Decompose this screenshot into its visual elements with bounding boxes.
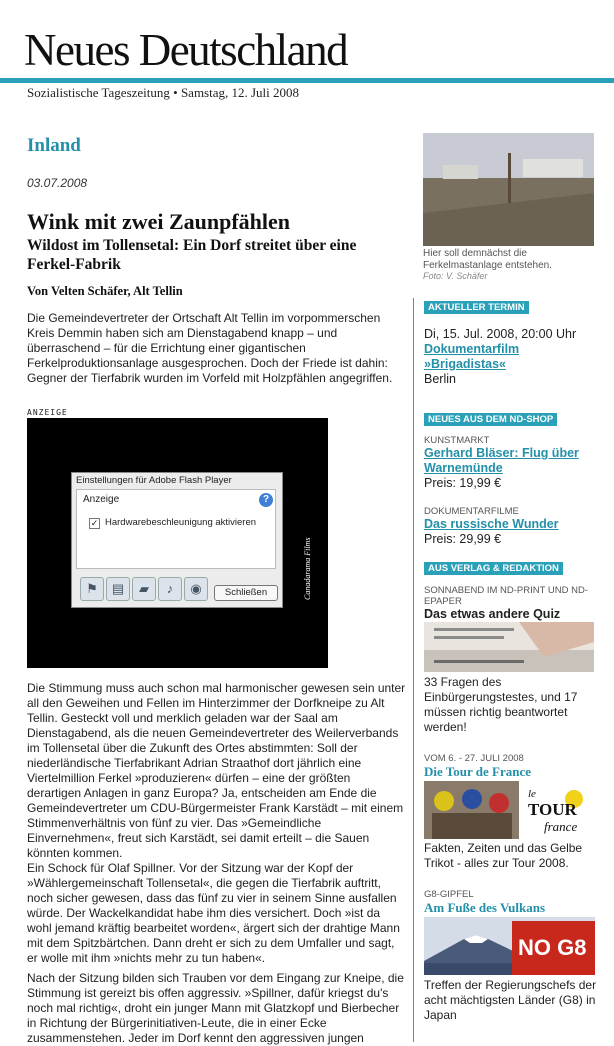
section-title[interactable]: Inland [27, 135, 81, 156]
masthead-dateline: Sozialistische Tageszeitung • Samstag, 12. Juli 2008 [27, 85, 300, 100]
termin-datetime: Di, 15. Jul. 2008, 20:00 Uhr [424, 327, 577, 341]
article-paragraph: Ein Schock für Olaf Spillner. Vor der Sitzung war der Kopf der »Wählergemeinschaft Tollensetal«, die gegen die Tierfabrik auftritt, noch sicher gewesen, dass das fünf zu vier in seinem Sinne ausfallen würde. Der Wackelkandidat habe ihm dies versichert. Doch »ist da wohl jemand kräftig bearbeitet worden«, ärgert sich der drahtige Mann mit dem Spitzbärtchen. Dann dreht er sich zu dem Umfaller und sagt, er wolle mit ihm »nichts mehr zu tun haben«. [27, 861, 400, 965]
flash-panel [76, 489, 276, 569]
article-photo[interactable] [423, 133, 594, 246]
article-paragraph: Nach der Sitzung bilden sich Trauben vor dem Eingang zur Kneipe, die Stimmung ist gereizt bis offen aggressiv. »Spillner, dafür kriegst du's noch mal richtig«, droht ein junger Mann mit Glatzkopf und Bierbecher in Richtung der Bürgerinitiativen-Leute, die in einer Ecke zusammenstehen. Jeder im Dorf kennt den aggressiven jungen [27, 971, 404, 1045]
folder-tab-icon[interactable]: ▰ [132, 577, 156, 601]
verlag-kicker: SONNABEND IM ND-PRINT UND ND-EPAPER [424, 585, 588, 607]
shop-header: NEUES AUS DEM ND-SHOP [424, 413, 557, 426]
help-icon[interactable]: ? [259, 493, 273, 507]
ad-signature: Canadarama Films [303, 537, 312, 600]
verlag-text: 33 Fragen des Einbürgerungstestes, und 17 müssen richtig beantwortet werden! [424, 675, 578, 734]
flash-settings-dialog [71, 472, 283, 608]
shop-item-link[interactable]: Das russische Wunder [424, 517, 559, 531]
tour-title[interactable]: Die Tour de France [424, 764, 532, 779]
photo-credit: Foto: V. Schäfer [423, 271, 488, 281]
tour-kicker: VOM 6. - 27. JULI 2008 [424, 753, 524, 764]
svg-text:france: france [544, 819, 578, 834]
shop-item-price: Preis: 29,99 € [424, 532, 502, 546]
microphone-tab-icon[interactable]: ♪ [158, 577, 182, 601]
tour-text: Fakten, Zeiten und das Gelbe Trikot - alles zur Tour 2008. [424, 841, 583, 870]
masthead-title[interactable]: Neues Deutschland [24, 25, 348, 75]
article-paragraph-lead: Die Gemeindevertreter der Ortschaft Alt Tellin im vorpommerschen Kreis Demmin haben sich am Dienstagabend knapp – und überraschend – für die Errichtung einer gigantischen Ferkelproduktionsanlage ausgesprochen. Doch der Friede ist dahin: Gegner der Tierfabrik wurden im Vorfeld mit Holzpfählen angegriffen. [27, 311, 393, 385]
tour-image[interactable] [424, 781, 595, 839]
column-divider [413, 298, 414, 1042]
verlag-title[interactable]: Das etwas andere Quiz [424, 607, 561, 621]
article-subheadline: Wildost im Tollensetal: Ein Dorf streitet über eine Ferkel-Fabrik [27, 237, 357, 273]
g8-kicker: G8-GIPFEL [424, 889, 474, 900]
svg-text:TOUR: TOUR [528, 800, 577, 819]
close-button[interactable]: Schließen [214, 585, 278, 601]
flash-dialog-title: Einstellungen für Adobe Flash Player [76, 475, 232, 486]
g8-text: Treffen der Regierungschefs der acht mächtigsten Länder (G8) in Japan [424, 978, 597, 1022]
storage-tab-icon[interactable]: ▤ [106, 577, 130, 601]
g8-title[interactable]: Am Fuße des Vulkans [424, 900, 546, 915]
article-paragraph: Die Stimmung muss auch schon mal harmonischer gewesen sein unter all den Geweihen und Fellen im Hinterzimmer der Dorfkneipe zu Alt Tellin. Gesteckt voll und merklich geladen war der Saal am Dienstagabend, als die neuen Gemeindevertreter des Weilerverbands im Tollensetal über die Zukunft des Ortes abstimmten: Soll der niederländische Tierfabrikant Adrian Straathof dort jährlich eine Viertelmillion Ferkel »produzieren« dürfen – eine der größten derartigen Anlagen in ganz Europa? Ja, entscheiden am Ende die Gemeindevertreter um CDU-Bürgermeister Frank Karstädt – mit einem Stimmenverhältnis von fünf zu vier. Das »Gemeindliche Einvernehmen«, freut sich Karstädt, sei damit erteilt – die Sauen könnten kommen. [27, 681, 406, 860]
article-byline: Von Velten Schäfer, Alt Tellin [27, 284, 183, 298]
flash-panel-title: Anzeige [83, 494, 120, 505]
shop-item-price: Preis: 19,99 € [424, 476, 502, 490]
article-headline: Wink mit zwei Zaunpfählen [27, 209, 291, 234]
hardware-acceleration-label: Hardwarebeschleunigung aktivieren [105, 517, 257, 528]
hardware-acceleration-checkbox[interactable]: ✓ [90, 518, 99, 528]
svg-text:le: le [528, 788, 536, 800]
g8-image[interactable] [424, 917, 595, 975]
photo-caption: Hier soll demnächst die Ferkelmastanlage entstehen. [423, 248, 552, 271]
masthead-rule [0, 78, 614, 83]
termin-link[interactable]: Dokumentarfilm »Brigadistas« [424, 342, 520, 371]
ad-label: ANZEIGE [27, 408, 68, 417]
termin-place: Berlin [424, 372, 456, 386]
termin-header: AKTUELLER TERMIN [424, 301, 529, 314]
shop-item-category: DOKUMENTARFILME [424, 506, 519, 517]
quiz-image[interactable] [424, 622, 594, 672]
article-date: 03.07.2008 [27, 176, 88, 190]
shop-item-category: KUNSTMARKT [424, 435, 490, 446]
shop-item-link[interactable]: Gerhard Bläser: Flug über Warnemünde [424, 446, 579, 475]
verlag-header: AUS VERLAG & REDAKTION [424, 562, 563, 575]
svg-text:NO G8: NO G8 [518, 935, 587, 960]
privacy-tab-icon[interactable]: ⚑ [80, 577, 104, 601]
camera-tab-icon[interactable]: ◉ [184, 577, 208, 601]
